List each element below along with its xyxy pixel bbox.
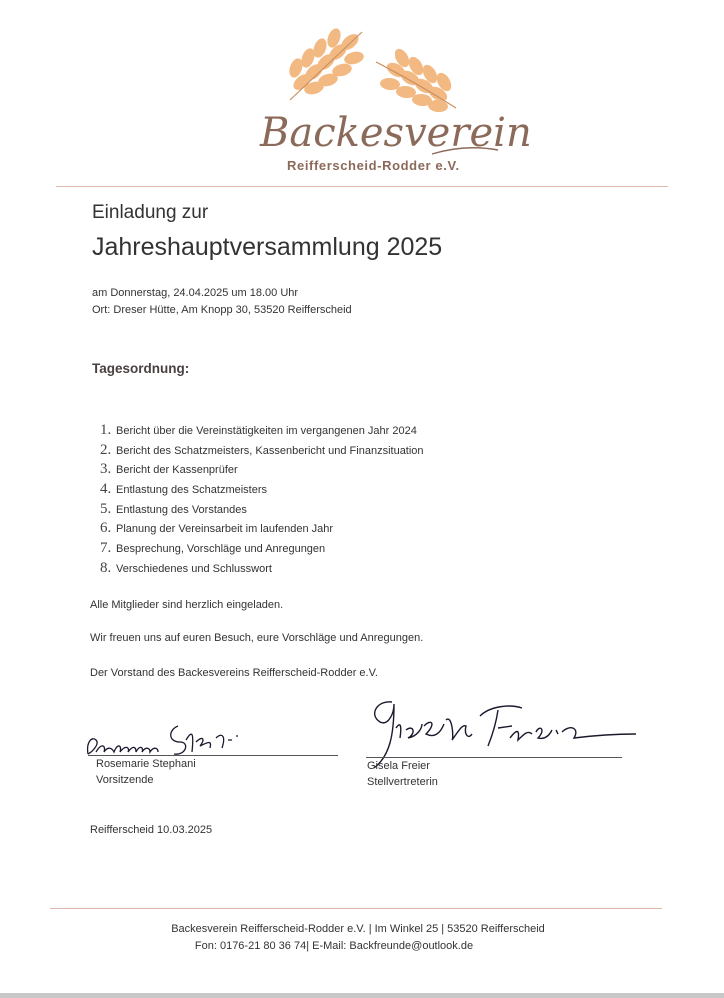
agenda-item-number: 4. [100, 481, 112, 498]
signature-line-right [366, 757, 622, 758]
agenda-item [100, 441, 424, 461]
logo-subtitle: Reifferscheid-Rodder e.V. [287, 158, 460, 173]
title-line-1: Einladung zur [92, 202, 209, 223]
agenda-item [100, 519, 424, 539]
footer-address: Backesverein Reifferscheid-Rodder e.V. | Im Winkel 25 | 53520 Reifferscheid [171, 923, 545, 935]
agenda-item [100, 460, 424, 480]
scan-edge [0, 993, 724, 998]
meeting-place: Ort: Dreser Hütte, Am Knopp 30, 53520 Reifferscheid [92, 304, 352, 316]
header-divider [56, 186, 668, 187]
agenda-item [100, 539, 424, 559]
agenda-item [100, 500, 424, 520]
signatory-role-left: Vorsitzende [96, 774, 154, 786]
logo-swoosh-icon [430, 140, 500, 160]
footer-contact: Fon: 0176-21 80 36 74| E-Mail: Backfreunde@outlook.de [194, 940, 474, 952]
agenda-item-number: 5. [100, 500, 112, 517]
title-line-2: Jahreshauptversammlung 2025 [92, 233, 443, 261]
agenda-item-number: 2. [100, 441, 112, 458]
agenda-item [100, 559, 424, 579]
agenda-item-text: Verschiedenes und Schlusswort [116, 562, 272, 575]
footer-divider [50, 908, 662, 909]
agenda-item-number: 3. [100, 461, 112, 478]
agenda-item-text: Entlastung des Vorstandes [116, 503, 247, 516]
backesverein-logo [250, 22, 532, 182]
agenda-item-text: Planung der Vereinsarbeit im laufenden Jahr [116, 523, 334, 536]
signatory-name-left: Rosemarie Stephani [96, 758, 196, 770]
agenda-list [100, 421, 424, 579]
agenda-item-text: Entlastung des Schatzmeisters [116, 484, 268, 497]
agenda-item-text: Bericht über die Vereinstätigkeiten im vergangenen Jahr 2024 [116, 425, 417, 437]
agenda-item-number: 8. [100, 559, 112, 576]
agenda-item [100, 421, 424, 441]
agenda-item-number: 1. [100, 422, 112, 438]
agenda-heading: Tagesordnung: [92, 361, 190, 376]
signature-line-left [88, 755, 338, 756]
agenda-item-text: Besprechung, Vorschläge und Anregungen [116, 543, 326, 556]
logo-wordmark: Backesverein [260, 110, 532, 156]
agenda-item-text: Bericht des Schatzmeisters, Kassenbericht und Finanzsituation [116, 444, 424, 457]
agenda-item-text: Bericht der Kassenprüfer [116, 464, 238, 477]
meeting-date: am Donnerstag, 24.04.2025 um 18.00 Uhr [92, 287, 299, 299]
board-signoff-text: Der Vorstand des Backesvereins Reifferscheid-Rodder e.V. [90, 667, 378, 679]
agenda-item-number: 6. [100, 520, 112, 537]
welcome-text: Wir freuen uns auf euren Besuch, eure Vorschläge und Anregungen. [90, 632, 424, 644]
agenda-item-number: 7. [100, 540, 112, 557]
agenda-item [100, 480, 424, 500]
wheat-ears-icon [250, 22, 500, 122]
signatory-name-right: Gisela Freier [367, 760, 430, 772]
date-and-place: Reifferscheid 10.03.2025 [90, 824, 213, 836]
invitation-text: Alle Mitglieder sind herzlich eingeladen. [90, 599, 284, 611]
signatory-role-right: Stellvertreterin [367, 776, 438, 788]
